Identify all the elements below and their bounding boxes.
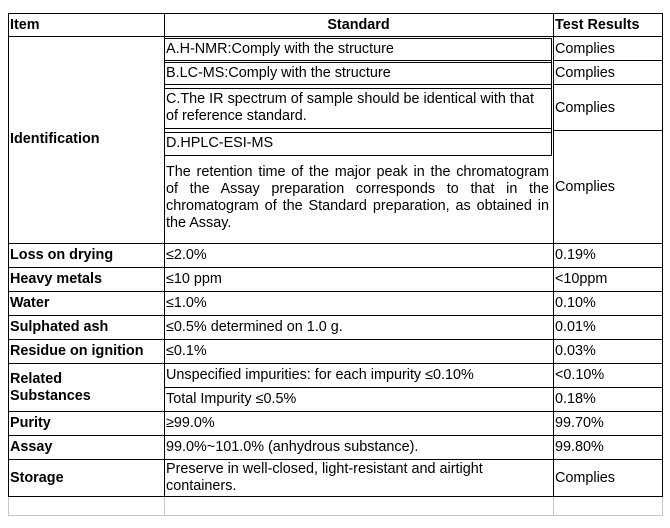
- water-item: Water: [10, 295, 50, 311]
- total-impurity-standard: Total Impurity ≤0.5%: [166, 391, 297, 407]
- rule: [553, 130, 663, 131]
- rule: [8, 243, 663, 244]
- identification-c-standard: [164, 88, 551, 128]
- identification-a-result: Complies: [555, 40, 615, 57]
- identification-c-text: C.The IR spectrum of sample should be identical with that of reference standard.: [166, 91, 534, 124]
- storage-standard-text: Preserve in well-closed, light-resistant and airtight containers.: [166, 461, 483, 494]
- rule: [8, 13, 9, 497]
- rule: [8, 36, 663, 37]
- rule: [8, 459, 663, 460]
- grid-rule: [662, 497, 663, 516]
- residue-on-ignition-result: 0.03%: [555, 343, 596, 359]
- rule: [8, 13, 663, 14]
- loss-on-drying-item: Loss on drying: [10, 247, 114, 263]
- rule: [164, 13, 165, 497]
- identification-c-result: Complies: [555, 99, 615, 116]
- purity-item: Purity: [10, 415, 51, 431]
- identification-b-standard: B.LC-MS:Comply with the structure: [166, 64, 391, 81]
- identification-d-title: D.HPLC-ESI-MS: [166, 134, 274, 151]
- header-standard: Standard: [327, 16, 390, 33]
- water-standard: ≤1.0%: [166, 295, 207, 311]
- rule: [8, 267, 663, 268]
- storage-item: Storage: [10, 469, 64, 486]
- related-substances-line1: Related: [10, 370, 62, 387]
- header-test-results: Test Results: [555, 16, 640, 33]
- related-substances-item: [8, 364, 164, 411]
- identification-d-standard: The retention time of the major peak in the chromatogram of the Assay preparation corresponds to that in the chromatogram of the Standard preparation, as obtained in the Assay.: [166, 164, 549, 231]
- grid-rule: [164, 497, 165, 516]
- rule: [164, 88, 552, 89]
- related-substances-line2: Substances: [10, 387, 91, 404]
- rule: [8, 291, 663, 292]
- identification-b-result: Complies: [555, 64, 615, 81]
- rule: [553, 84, 663, 85]
- purity-result: 99.70%: [555, 415, 604, 431]
- rule: [164, 387, 663, 388]
- sulphated-ash-item: Sulphated ash: [10, 319, 109, 335]
- assay-item: Assay: [10, 439, 53, 455]
- rule: [8, 339, 663, 340]
- rule: [164, 155, 552, 156]
- storage-standard: [164, 460, 553, 496]
- loss-on-drying-result: 0.19%: [555, 247, 596, 263]
- rule: [8, 411, 663, 412]
- rule: [8, 315, 663, 316]
- residue-on-ignition-standard: ≤0.1%: [166, 343, 207, 359]
- heavy-metals-result: <10ppm: [555, 271, 608, 287]
- assay-standard: 99.0%~101.0% (anhydrous substance).: [166, 439, 419, 455]
- purity-standard: ≥99.0%: [166, 415, 215, 431]
- water-result: 0.10%: [555, 295, 596, 311]
- rule: [553, 13, 554, 497]
- sulphated-ash-standard: ≤0.5% determined on 1.0 g.: [166, 319, 343, 335]
- identification-a-standard: A.H-NMR:Comply with the structure: [166, 40, 394, 57]
- rule: [553, 60, 663, 61]
- rule: [551, 38, 552, 156]
- header-item: Item: [10, 16, 40, 33]
- rule: [164, 132, 552, 133]
- grid-rule: [8, 515, 663, 516]
- rule: [8, 363, 663, 364]
- sulphated-ash-result: 0.01%: [555, 319, 596, 335]
- grid-rule: [553, 497, 554, 516]
- total-impurity-result: 0.18%: [555, 391, 596, 407]
- grid-rule: [8, 497, 9, 516]
- heavy-metals-item: Heavy metals: [10, 271, 103, 287]
- rule: [164, 38, 552, 39]
- heavy-metals-standard: ≤10 ppm: [166, 271, 222, 287]
- residue-on-ignition-item: Residue on ignition: [10, 343, 144, 359]
- identification-label: Identification: [10, 131, 100, 147]
- loss-on-drying-standard: ≤2.0%: [166, 247, 207, 263]
- unspecified-impurities-result: <0.10%: [555, 367, 605, 383]
- assay-result: 99.80%: [555, 439, 604, 455]
- rule: [164, 60, 552, 61]
- rule: [662, 13, 663, 497]
- unspecified-impurities-standard: Unspecified impurities: for each impurity ≤0.10%: [166, 367, 474, 383]
- identification-d-result: Complies: [555, 179, 615, 195]
- storage-result: Complies: [555, 469, 615, 486]
- rule: [164, 128, 552, 129]
- rule: [8, 496, 663, 497]
- rule: [8, 435, 663, 436]
- rule: [164, 84, 552, 85]
- rule: [164, 62, 552, 63]
